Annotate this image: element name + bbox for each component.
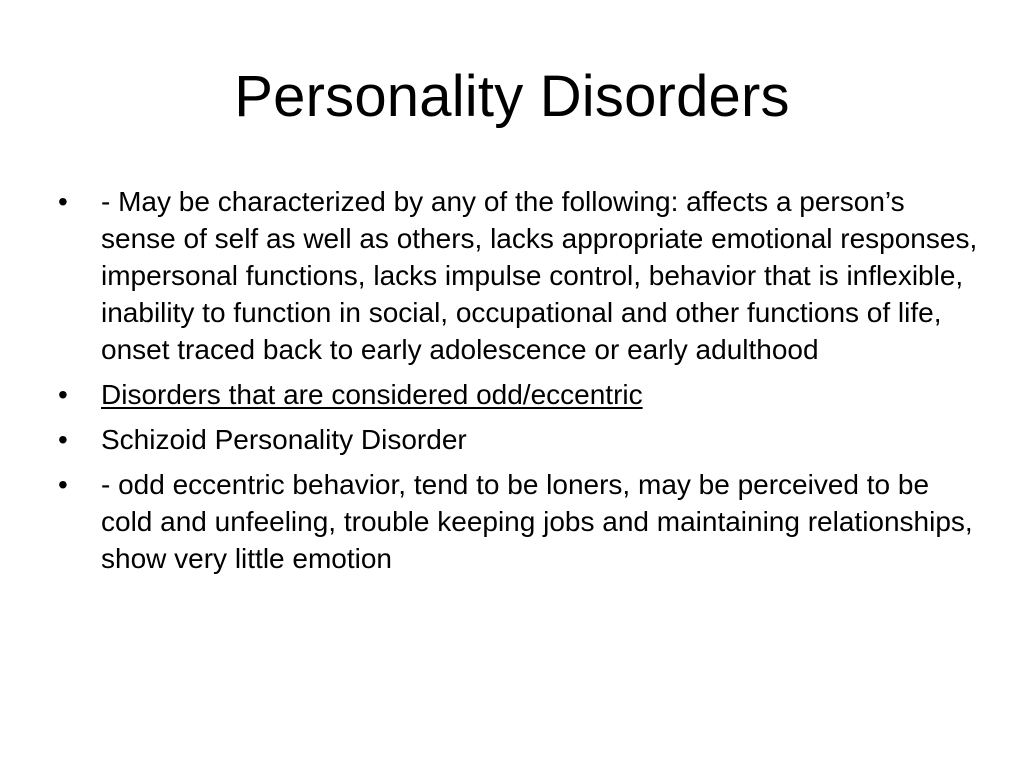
bullet-text-underlined: Disorders that are considered odd/eccentric <box>101 379 643 410</box>
bullet-icon: • <box>58 469 68 500</box>
bullet-icon: • <box>58 379 68 410</box>
bullet-icon: • <box>58 186 68 217</box>
bullet-text: - May be characterized by any of the following: affects a person’s sense of self as well as others, lacks appropriate emotional responses, impersonal functions, lacks impulse control, behavior that is inflexible, inability to function in social, occupational and other functions of life, onset traced back to early adolescence or early adulthood <box>101 186 978 365</box>
bullet-item-schizoid <box>58 421 978 458</box>
bullet-text: Schizoid Personality Disorder <box>101 424 467 455</box>
slide-title: Personality Disorders <box>234 64 790 129</box>
bullet-item-definition <box>58 183 978 368</box>
bullet-text: - odd eccentric behavior, tend to be loners, may be perceived to be cold and unfeeling, trouble keeping jobs and maintaining relationships, show very little emotion <box>101 469 973 574</box>
bullet-icon: • <box>58 424 68 455</box>
bullet-item-odd-eccentric-heading <box>58 376 978 413</box>
bullet-list <box>58 183 978 585</box>
bullet-item-schizoid-description <box>58 466 978 577</box>
